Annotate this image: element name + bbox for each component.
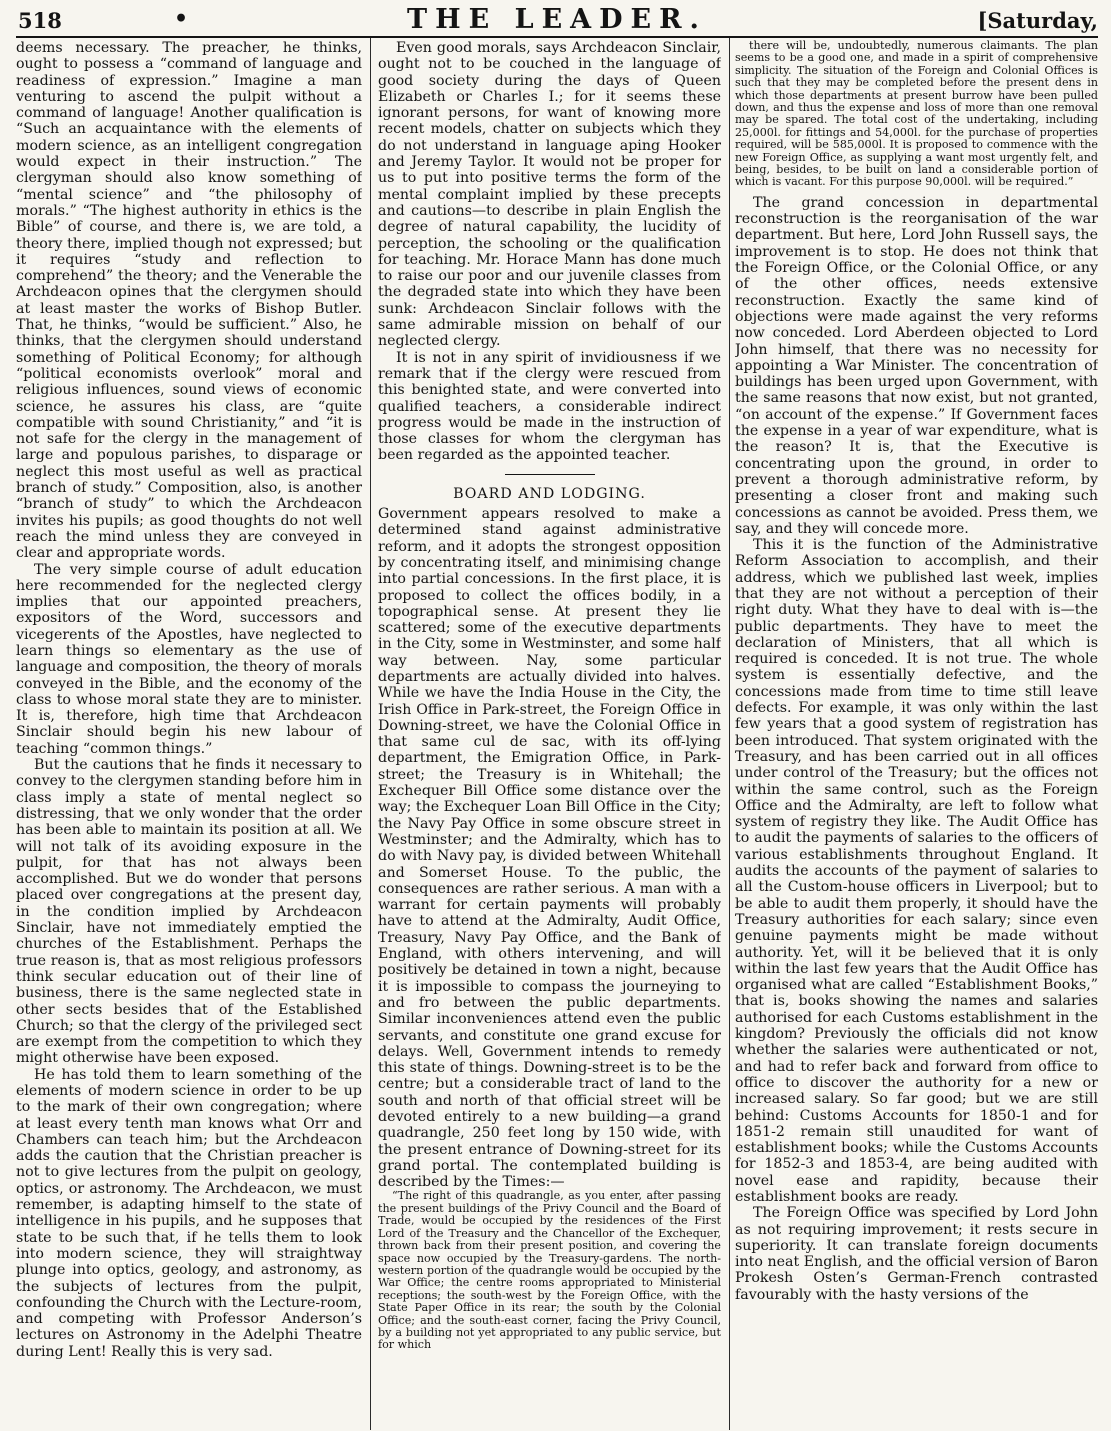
quote-paragraph: there will be, undoubtedly, numerous claimants. The plan seems to be a good one, and made in a spirit of comprehensive simplicity. The situation of the Foreign and Colonial Offices is such that they may be completed before the present dens in which those departments at present burrow have been pulled down, and thus the expense and loss of more than one removal may be spared. The total cost of the undertaking, including 25,000l. for fittings and 54,000l. for the purchase of properties required, will be 585,000l. It is proposed to commence with the new Foreign Office, as supplying a want most urgently felt, and being, besides, to be built on land a considerable portion of which is vacant. For this purpose 90,000l. will be required.” (735, 40, 1098, 189)
article-paragraph: The Foreign Office was specified by Lord John as not requiring improvement; it rests secure in superiority. It can translate foreign documents into neat English, and the official version of Baron Prokesh Osten’s German-French contrasted favourably with the hasty versions of the (735, 1205, 1098, 1303)
block-quote (378, 1190, 721, 1351)
section-separator (505, 474, 595, 475)
header-dot: • (174, 6, 189, 32)
article-paragraph: It is not in any spirit of invidiousness if we remark that if the clergy were rescued from this benighted state, and were converted into qualified teachers, a considerable indirect progress would be made in the instruction of those classes for whom the clergyman has been regarded as the appointed teacher. (378, 349, 721, 464)
article-paragraph: deems necessary. The preacher, he thinks, ought to possess a “command of language and readiness of expression.” Imagine a man venturing to ascend the pulpit without a command of language! Another qualification is “Such an acquaintance with the elements of modern science, as an intelligent congregation would expect in their instruction.” The clergyman should also know something of “mental science” and “the philosophy of morals.” “The highest authority in ethics is the Bible” of course, and there is, we are told, a theory there, implied though not expressed; but it requires “study and reflection to comprehend” the theory; and the Venerable the Archdeacon opines that the clergymen should at least master the works of Bishop Butler. That, he thinks, “would be sufficient.” Also, he thinks, that the clergymen should understand something of Political Economy; for although “political economists overlook” moral and religious influences, sound views of economic science, he assures his class, are “quite compatible with sound Christianity,” and “it is not safe for the clergy in the management of large and populous parishes, to disparage or neglect this most useful as well as practical branch of study.” Composition, also, is another “branch of study” to which the Archdeacon invites his pupils; as good thoughts do not well reach the mind unless they are conveyed in clear and appropriate words. (16, 40, 362, 562)
article-paragraph: Government appears resolved to make a determined stand against administrative reform, and it adopts the strongest opposition by concentrating itself, and minimising change into partial concessions. In the first place, it is proposed to collect the offices bodily, in a topographical sense. At present they lie scattered; some of the executive departments in the City, some in Westminster, and some half way between. Nay, some particular departments are actually divided into halves. While we have the India House in the City, the Irish Office in Park-street, the Foreign Office in Downing-street, we have the Colonial Office in that same cul de sac, with its off-lying department, the Emigration Office, in Park-street; the Treasury is in Whitehall; the Exchequer Bill Office some distance over the way; the Exchequer Loan Bill Office in the City; the Navy Pay Office in some obscure street in Westminster; and the Admiralty, which has to do with Navy pay, is divided between Whitehall and Somerset House. To the public, the consequences are rather serious. A man with a warrant for certain payments will probably have to attend at the Admiralty, Audit Office, Treasury, Navy Pay Office, and the Bank of England, with others intervening, and will positively be detained in town a night, because it is impossible to compass the journeying to and fro between the public departments. Similar inconveniences attend even the public servants, and constitute one grand excuse for delays. Well, Government intends to remedy this state of things. Downing-street is to be the centre; but a considerable tract of land to the south and north of that official street will be devoted entirely to a new building—a grand quadrangle, 250 feet long by 150 wide, with the present entrance of Downing-street for its grand portal. The contemplated building is described by the Times:— (378, 506, 721, 1191)
article-paragraph: Even good morals, says Archdeacon Sinclair, ought not to be couched in the language of good society during the days of Queen Elizabeth or Charles I.; for it seems these ignorant persons, for want of knowing more recent models, chatter on subjects which they do not understand in language aping Hooker and Jeremy Taylor. It would not be proper for us to put into positive terms the form of the mental complaint implied by these precepts and cautions—to describe in plain English the degree of natural capability, the lucidity of perception, the schooling or the qualification for teaching. Mr. Horace Mann has done much to raise our poor and our juvenile classes from the degraded state into which they have been sunk: Archdeacon Sinclair follows with the same admirable mission on behalf of our neglected clergy. (378, 40, 721, 350)
quote-paragraph: “The right of this quadrangle, as you enter, after passing the present buildings of the Privy Council and the Board of Trade, would be occupied by the residences of the First Lord of the Treasury and the Chancellor of the Exchequer, thrown back from their present position, and covering the space now occupied by the Treasury-gardens. The north-western portion of the quadrangle would be occupied by the War Office; the centre rooms appropriated to Ministerial receptions; the south-west by the Foreign Office, with the State Paper Office in its rear; the south by the Colonial Office; and the south-east corner, facing the Privy Council, by a building not yet appropriated to any public service, but for which (378, 1189, 721, 1352)
article-paragraph: The grand concession in departmental reconstruction is the reorganisation of the war department. But here, Lord John Russell says, the improvement is to stop. He does not think that the Foreign Office, or the Colonial Office, or any of the other offices, needs extensive reconstruction. Exactly the same kind of objections were made against the very reforms now conceded. Lord Aberdeen objected to Lord John himself, that there was no necessity for appointing a War Minister. The concentration of buildings has been urged upon Government, with the same reasons that now exist, but not granted, “on account of the expense.” If Government faces the expense in a year of war expenditure, what is the reason? It is, that the Executive is concentrating upon the ground, in order to prevent a thorough administrative reform, by presenting a closer front and making such concessions as cannot be avoided. Press them, we say, and they will concede more. (735, 194, 1098, 537)
column-rule-1 (370, 38, 371, 1430)
column-rule-2 (729, 38, 730, 1430)
header-day: [Saturday, (977, 8, 1098, 33)
article-paragraph: The very simple course of adult education here recommended for the neglected clergy implies that our appointed preachers, expositors of the Word, successors and vicegerents of the Apostles, have neglected to learn things so elementary as the use of language and composition, the theory of morals conveyed in the Bible, and the economy of the class to whose moral state they are to minister. It is, therefore, high time that Archdeacon Sinclair should begin his new labour of teaching “common things.” (16, 561, 362, 757)
block-quote-continued (735, 40, 1098, 189)
page-header (16, 4, 1098, 38)
section-heading: BOARD AND LODGING. (453, 485, 646, 502)
column-3 (735, 40, 1098, 1430)
column-2 (378, 40, 721, 1430)
article-paragraph: This it is the function of the Administrative Reform Association to accomplish, and their address, which we published last week, implies that they are not without a perception of their right duty. What they have to deal with is—the public departments. They have to meet the declaration of Ministers, that all which is required is conceded. It is not true. The whole system is essentially defective, and the concessions made from time to time still leave defects. For example, it was only within the last few years that a good system of registration has been introduced. That system originated with the Treasury, and has been carried out in all offices under control of the Treasury; but the offices not within the same control, such as the Foreign Office and the Admiralty, are left to follow what system of registry they like. The Audit Office has to audit the payments of salaries to the officers of various establishments throughout England. It audits the accounts of the payment of salaries to all the Custom-house officers in Liverpool; but to be able to audit them properly, it should have the Treasury authorities for each salary; since even genuine payments might be made without authority. Yet, will it be believed that it is only within the last few years that the Audit Office has organised what are called “Establishment Books,” that is, books showing the names and salaries authorised for each Customs establishment in the kingdom? Previously the officials did not know whether the salaries were authenticated or not, and had to refer back and forward from office to office to discover the authority for a new or increased salary. So far good; but we are still behind: Customs Accounts for 1850-1 and for 1851-2 remain still unaudited for want of establishment books; while the Customs Accounts for 1852-3 and 1853-4, are being audited with novel ease and rapidity, because their establishment books are ready. (735, 537, 1098, 1205)
page-number: 518 (18, 8, 62, 33)
column-1 (16, 40, 362, 1430)
article-paragraph: But the cautions that he finds it necessary to convey to the clergymen standing before him in class imply a state of mental neglect so distressing, that we only wonder that the order has been able to maintain its position at all. We will not talk of its avoiding exposure in the pulpit, for that has not always been accomplished. But we do wonder that persons placed over congregations at the present day, in the condition implied by Archdeacon Sinclair, have not immediately emptied the churches of the Establishment. Perhaps the true reason is, that as most religious professors think secular education out of their line of business, there is the same neglected state in other sects besides that of the Established Church; so that the clergy of the privileged sect are exempt from the competition to which they might otherwise have been exposed. (16, 757, 362, 1067)
masthead-title: THE LEADER. (407, 4, 707, 35)
article-paragraph: He has told them to learn something of the elements of modern science in order to be up to the mark of their own congregation; where at least every tenth man knows what Orr and Chambers can teach him; but the Archdeacon adds the caution that the Christian preacher is not to give lectures from the pulpit on geology, optics, or astronomy. The Archdeacon, we must remember, is adapting himself to the state of intelligence in his pupils, and he supposes that state to be such that, if he tells them to look into modern science, they will straightway plunge into optics, geology, and astronomy, as the subjects of lectures from the pulpit, confounding the Church with the Lecture-room, and competing with Professor Anderson’s lectures on Astronomy in the Adelphi Theatre during Lent! Really this is very sad. (16, 1066, 362, 1360)
